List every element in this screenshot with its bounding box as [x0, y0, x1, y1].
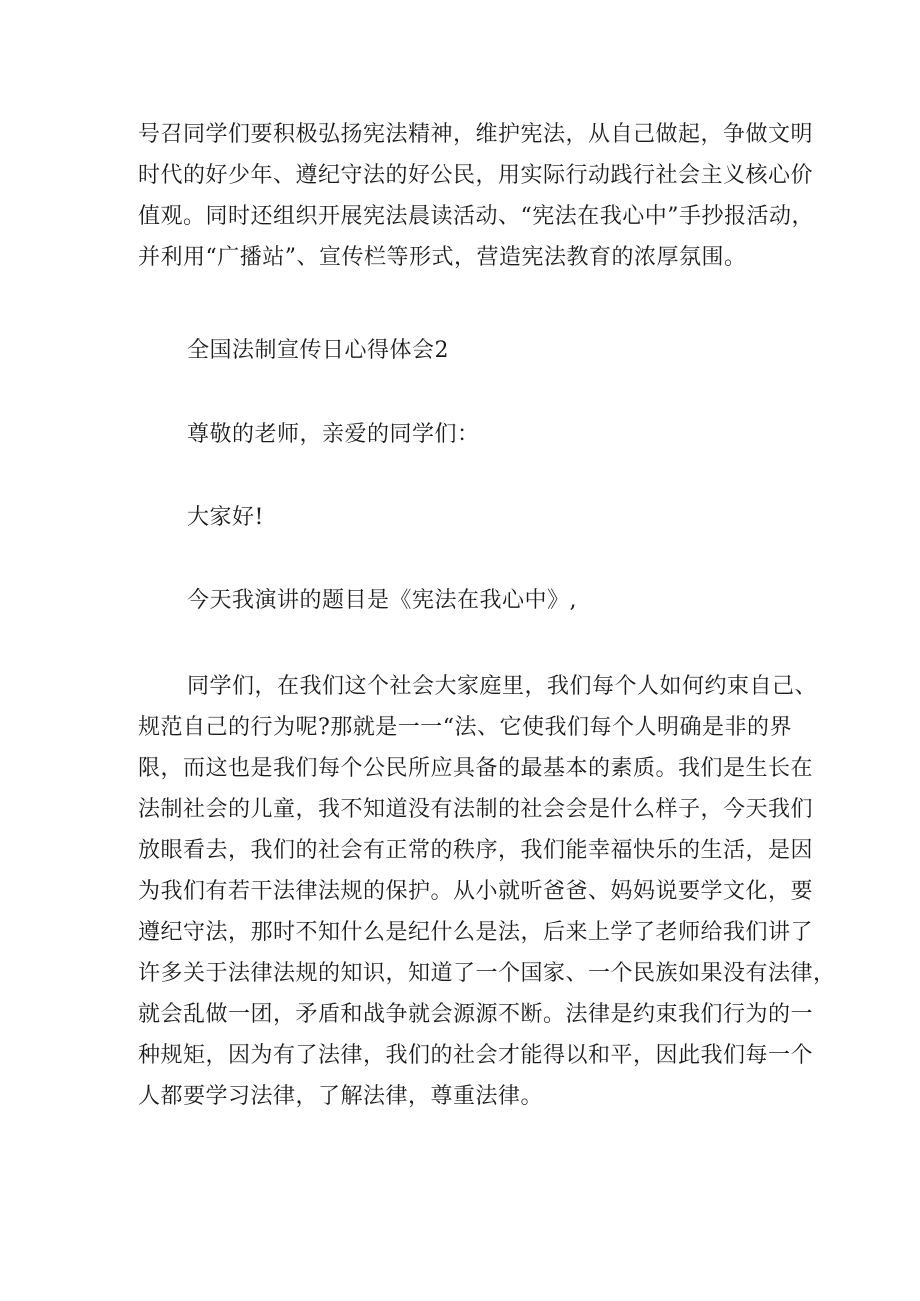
- paragraph-line: 限，而这也是我们每个公民所应具备的最基本的素质。我们是生长在: [138, 756, 814, 781]
- section-heading: 全国法制宣传日心得体会2: [187, 338, 449, 363]
- paragraph-line: 规范自己的行为呢?那就是一一“法、它使我们每个人明确是非的界: [138, 715, 793, 740]
- paragraph-line: 时代的好少年、遵纪守法的好公民，用实际行动践行社会主义核心价: [138, 163, 814, 188]
- paragraph-line: 许多关于法律法规的知识，知道了一个国家、一个民族如果没有法律，: [138, 961, 836, 986]
- speech-topic: 今天我演讲的题目是《宪法在我心中》,: [187, 588, 577, 613]
- paragraph-line: 种规矩，因为有了法律，我们的社会才能得以和平，因此我们每一个: [138, 1043, 814, 1068]
- paragraph-line: 值观。同时还组织开展宪法晨读活动、“宪法在我心中”手抄报活动，: [138, 204, 814, 229]
- paragraph-line: 就会乱做一团，矛盾和战争就会源源不断。法律是约束我们行为的一: [138, 1002, 814, 1027]
- paragraph-line: 并利用“广播站”、宣传栏等形式，营造宪法教育的浓厚氛围。: [138, 245, 747, 270]
- paragraph-line: 法制社会的儿童，我不知道没有法制的社会会是什么样子，今天我们: [138, 797, 814, 822]
- paragraph-line: 为我们有若干法律法规的保护。从小就听爸爸、妈妈说要学文化，要: [138, 879, 814, 904]
- body-paragraph: [138, 666, 836, 1117]
- paragraph-line: 号召同学们要积极弘扬宪法精神，维护宪法，从自己做起，争做文明: [138, 122, 814, 147]
- greeting: 大家好!: [187, 505, 264, 530]
- salutation: 尊敬的老师，亲爱的同学们：: [187, 422, 480, 447]
- paragraph-line: 遵纪守法，那时不知什么是纪什么是法，后来上学了老师给我们讲了: [138, 920, 814, 945]
- intro-paragraph: [138, 114, 814, 278]
- paragraph-line: 放眼看去，我们的社会有正常的秩序，我们能幸福快乐的生活，是因: [138, 838, 814, 863]
- paragraph-line: 同学们，在我们这个社会大家庭里，我们每个人如何约束自己、: [187, 674, 818, 699]
- paragraph-line: 人都要学习法律，了解法律，尊重法律。: [138, 1084, 544, 1109]
